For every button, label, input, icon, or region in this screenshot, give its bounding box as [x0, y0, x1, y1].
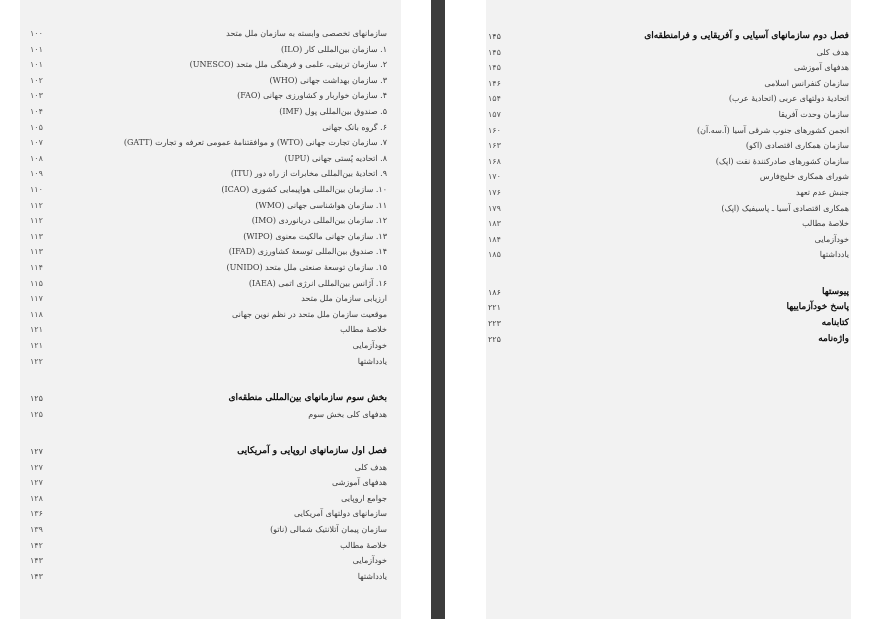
entry-title: ۸. اتحادیه پُستی جهانی (UPU) — [284, 153, 387, 163]
page-number: ۱۴۲ — [30, 540, 43, 550]
entry-title: کتابنامه — [821, 318, 849, 329]
entry-title: فصل دوم سازمانهای آسیایی و آفریقایی و فرامنطقه‌ای — [644, 31, 849, 41]
page-number: ۱۴۵ — [488, 47, 501, 57]
entry-title: خودآزمایی — [352, 341, 387, 350]
page-number: ۱۱۴ — [30, 263, 43, 272]
page-number: ۱۲۸ — [30, 493, 43, 503]
page-number: ۱۸۳ — [488, 219, 501, 229]
entry-title: خودآزمایی — [352, 556, 387, 566]
toc-entry — [486, 91, 851, 106]
entry-title: ارزیابی سازمان ملل متحد — [301, 294, 387, 304]
toc-entry — [20, 73, 401, 88]
entry-title: ۱۶. آژانس بین‌المللی انرژی اتمی (IAEA) — [248, 278, 387, 288]
page-number: ۱۲۵ — [30, 409, 43, 419]
toc-entry — [486, 232, 851, 247]
entry-title: خلاصهٔ مطالب — [802, 219, 849, 229]
entry-title: ۱. سازمان بین‌المللی کار (ILO) — [281, 44, 387, 54]
page-number: ۱۲۱ — [30, 325, 43, 335]
page-number: ۱۵۷ — [488, 110, 501, 119]
toc-entry — [20, 460, 401, 475]
entry-title: هدفهای آموزشی — [793, 63, 849, 73]
entry-title: ۹. اتحادیهٔ بین‌المللی مخابرات از راه دور (ITU) — [230, 169, 387, 179]
toc-entry — [20, 475, 401, 490]
page-number: ۱۱۵ — [30, 278, 43, 288]
toc-entry — [20, 135, 401, 150]
toc-entry — [486, 138, 851, 153]
page-number: ۱۳۹ — [30, 525, 43, 535]
entry-title: ۷. سازمان تجارت جهانی (WTO) و موافقتنامهٔ عمومی تعرفه و تجارت (GATT) — [123, 138, 387, 148]
toc-entry — [20, 491, 401, 506]
toc-entry — [486, 247, 851, 262]
toc-entry — [20, 151, 401, 166]
entry-title: خودآزمایی — [814, 234, 849, 244]
page-number: ۱۴۵ — [488, 32, 501, 41]
page-number: ۱۱۳ — [30, 231, 43, 241]
entry-title: سازمان وحدت آفریقا — [778, 110, 849, 119]
toc-entry — [20, 291, 401, 306]
toc-entry — [486, 201, 851, 216]
page-number: ۱۷۶ — [488, 188, 501, 197]
toc-entry — [20, 407, 401, 422]
entry-title: واژه‌نامه — [818, 333, 849, 344]
entry-title: جوامع اروپایی — [341, 493, 387, 503]
page-number: ۱۵۴ — [488, 94, 501, 104]
toc-entry — [20, 244, 401, 259]
toc-entry — [486, 45, 851, 60]
toc-entry — [20, 569, 401, 584]
page-number: ۱۰۱ — [30, 60, 43, 70]
toc-heading — [486, 332, 851, 347]
page-number: ۱۶۸ — [488, 156, 501, 166]
toc-entry — [20, 260, 401, 275]
toc-entry — [20, 198, 401, 213]
toc-entry — [486, 216, 851, 231]
toc-entry — [486, 60, 851, 75]
entry-title: ۱۳. سازمان جهانی مالکیت معنوی (WIPO) — [243, 231, 387, 241]
page-number: ۱۰۴ — [30, 107, 43, 116]
page-number: ۱۱۷ — [30, 294, 43, 304]
entry-title: ۱۲. سازمان بین‌المللی دریانوردی (IMO) — [251, 216, 387, 226]
toc-entry — [20, 229, 401, 244]
page-number: ۱۷۹ — [488, 203, 501, 213]
entry-title: همکاری اقتصادی آسیا ـ پاسیفیک (اپک) — [721, 203, 849, 213]
page-number: ۱۰۲ — [30, 75, 43, 85]
toc-heading — [486, 316, 851, 331]
entry-title: ۶. گروه بانک جهانی — [322, 122, 387, 132]
page-number: ۲۲۱ — [488, 303, 501, 313]
entry-title: پاسخ خودآزماییها — [786, 302, 849, 313]
toc-entry — [20, 553, 401, 568]
toc-heading — [20, 391, 401, 406]
page-number: ۱۰۷ — [30, 138, 43, 148]
entry-title: ۱۵. سازمان توسعهٔ صنعتی ملل متحد (UNIDO) — [226, 263, 387, 272]
entry-title: سازمان کشورهای صادرکنندهٔ نفت (اپک) — [715, 156, 849, 166]
entry-title: پیوستها — [821, 286, 849, 297]
entry-title: یادداشتها — [357, 356, 387, 366]
toc-entry — [20, 166, 401, 181]
entry-title: ۱۱. سازمان هواشناسی جهانی (WMO) — [255, 200, 387, 210]
toc-entry — [20, 104, 401, 119]
entry-title: یادداشتها — [819, 250, 849, 260]
toc-entry — [486, 123, 851, 138]
page-number: ۱۸۴ — [488, 234, 501, 244]
book-gutter — [431, 0, 445, 619]
page-number: ۱۱۰ — [30, 185, 43, 194]
toc-heading — [486, 29, 851, 44]
entry-title: موقعیت سازمان ملل متحد در نظم نوین جهانی — [231, 309, 387, 319]
toc-entry — [20, 322, 401, 337]
page-number: ۱۶۳ — [488, 141, 501, 151]
entry-title: سازمان کنفرانس اسلامی — [764, 78, 849, 88]
entry-title: ۵. صندوق بین‌المللی پول (IMF) — [279, 107, 387, 116]
page-number: ۲۲۵ — [488, 334, 501, 344]
toc-entry — [20, 57, 401, 72]
toc-entry — [20, 522, 401, 537]
page-number: ۱۱۲ — [30, 200, 43, 210]
right-page — [486, 0, 851, 619]
entry-title: شورای همکاری خلیج‌فارس — [759, 172, 849, 182]
entry-title: ۴. سازمان خواربار و کشاورزی جهانی (FAO) — [237, 91, 387, 101]
left-page — [20, 0, 401, 619]
page-number: ۱۴۳ — [30, 571, 43, 581]
page-number: ۱۰۱ — [30, 44, 43, 54]
page-number: ۱۱۸ — [30, 309, 43, 319]
entry-title: خلاصهٔ مطالب — [340, 325, 387, 335]
page-number: ۲۲۳ — [488, 319, 501, 329]
page-number: ۱۰۳ — [30, 91, 43, 101]
page-number: ۱۶۰ — [488, 125, 501, 135]
entry-title: سازمانهای دولتهای آمریکایی — [294, 509, 387, 519]
page-number: ۱۰۵ — [30, 122, 43, 132]
toc-entry — [20, 538, 401, 553]
entry-title: سازمانهای تخصصی وابسته به سازمان ملل متحد — [226, 29, 387, 38]
toc-entry — [486, 169, 851, 184]
page-number: ۱۴۵ — [488, 63, 501, 73]
page-number: ۱۰۸ — [30, 153, 43, 163]
entry-title: اتحادیهٔ دولتهای عربی (اتحادیهٔ عرب) — [728, 94, 849, 104]
page-number: ۱۲۷ — [30, 462, 43, 472]
page-number: ۱۴۳ — [30, 556, 43, 566]
page-number: ۱۱۲ — [30, 216, 43, 226]
toc-entry — [20, 506, 401, 521]
page-number: ۱۲۲ — [30, 356, 43, 366]
entry-title: هدف کلی — [354, 462, 387, 472]
entry-title: ۲. سازمان تربیتی، علمی و فرهنگی ملل متحد (UNESCO) — [189, 60, 387, 70]
page-number: ۱۰۹ — [30, 169, 43, 179]
entry-title: سازمان پیمان آتلانتیک شمالی (ناتو) — [270, 525, 387, 535]
entry-title: ۳. سازمان بهداشت جهانی (WHO) — [269, 75, 387, 85]
toc-entry — [486, 154, 851, 169]
toc-entry — [20, 120, 401, 135]
toc-entry — [20, 213, 401, 228]
page-number: ۱۷۰ — [488, 172, 501, 182]
entry-title: یادداشتها — [357, 571, 387, 581]
entry-title: سازمان همکاری اقتصادی (اکو) — [745, 141, 849, 151]
entry-title: خلاصهٔ مطالب — [340, 540, 387, 550]
toc-heading — [20, 444, 401, 459]
entry-title: فصل اول سازمانهای اروپایی و آمریکایی — [237, 446, 387, 457]
entry-title: هدفهای کلی بخش سوم — [308, 409, 387, 419]
page-number: ۱۲۱ — [30, 341, 43, 350]
toc-entry — [20, 42, 401, 57]
toc-entry — [20, 182, 401, 197]
toc-entry — [20, 307, 401, 322]
toc-heading — [486, 300, 851, 315]
entry-title: هدف کلی — [816, 47, 849, 57]
toc-entry — [20, 26, 401, 41]
toc-entry — [486, 185, 851, 200]
toc-entry — [20, 354, 401, 369]
toc-entry — [20, 276, 401, 291]
toc-entry — [20, 88, 401, 103]
page-number: ۱۳۶ — [30, 509, 43, 519]
entry-title: بخش سوم سازمانهای بین‌المللی منطقه‌ای — [228, 393, 387, 404]
entry-title: جنبش عدم تعهد — [796, 188, 849, 197]
page-number: ۱۲۷ — [30, 478, 43, 488]
toc-entry — [486, 107, 851, 122]
page-number: ۱۲۷ — [30, 447, 43, 457]
toc-heading — [486, 285, 851, 300]
entry-title: ۱۴. صندوق بین‌المللی توسعهٔ کشاورزی (IFAD) — [228, 247, 387, 257]
toc-entry — [486, 76, 851, 91]
page-number: ۱۴۶ — [488, 78, 501, 88]
page-number: ۱۸۵ — [488, 250, 501, 260]
toc-entry — [20, 338, 401, 353]
entry-title: ۱۰. سازمان بین‌المللی هواپیمایی کشوری (ICAO) — [221, 185, 387, 194]
page-number: ۱۱۳ — [30, 247, 43, 257]
page-number: ۱۲۵ — [30, 394, 43, 404]
entry-title: انجمن کشورهای جنوب شرقی آسیا (آ.سه.آن) — [697, 125, 849, 135]
entry-title: هدفهای آموزشی — [331, 478, 387, 488]
page-number: ۱۸۶ — [488, 287, 501, 297]
page-number: ۱۰۰ — [30, 29, 43, 38]
